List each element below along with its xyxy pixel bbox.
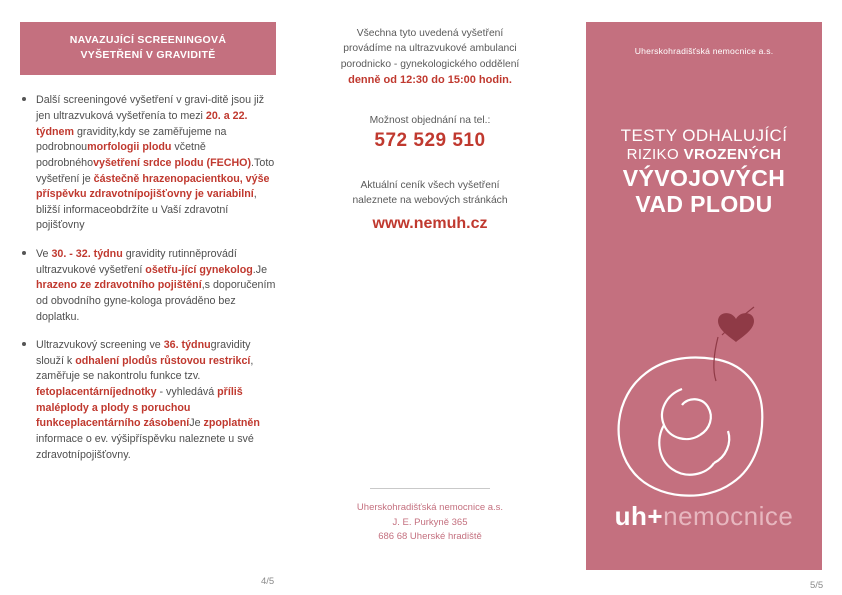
cover-title-line-1: TESTY ODHALUJÍCÍ bbox=[620, 126, 788, 145]
text-run: gravidity rutinně bbox=[122, 248, 202, 261]
bullet-dot-icon bbox=[22, 97, 26, 101]
pricelist-line-2: naleznete na webových stránkách bbox=[352, 195, 508, 207]
list-item bbox=[20, 338, 276, 463]
text-run: pojišťovny. bbox=[79, 448, 131, 461]
text-run: Další screeningové vyšetření v gravi- bbox=[36, 94, 212, 107]
cover-title-line-2 bbox=[586, 147, 822, 164]
heading-line-2: VYŠETŘENÍ V GRAVIDITĚ bbox=[80, 49, 216, 62]
page-number-left: 4/5 bbox=[261, 576, 275, 587]
text-run: ditě jsou již jen ultrazvuková vyšetření bbox=[36, 94, 265, 123]
text-run: vyšetření srdce plodu (FECHO) bbox=[93, 156, 252, 169]
text-run: gravidity slouží k bbox=[36, 339, 251, 367]
text-run: placentárního zásobení bbox=[70, 417, 190, 430]
text-run: . bbox=[252, 263, 256, 276]
text-run: pacientkou, výše příspěvku zdravotní bbox=[36, 172, 270, 201]
text-run: , bližší informace bbox=[36, 188, 257, 216]
intro-line-1: Všechna tyto uvedená vyšetření bbox=[356, 28, 504, 39]
text-run: pojišťovny je variabilní bbox=[136, 188, 254, 201]
cover-title-line-4: VAD PLODU bbox=[635, 190, 773, 217]
heading-line-1: NAVAZUJÍCÍ SCREENINGOVÁ bbox=[69, 34, 227, 46]
text-run: . bbox=[251, 156, 255, 169]
logo-word: nemocnice bbox=[663, 501, 794, 531]
text-run: příliš malé bbox=[36, 386, 243, 414]
left-panel bbox=[20, 22, 276, 587]
pricelist-line-1: Aktuální ceník všech vyšetření bbox=[360, 179, 500, 191]
text-run: zpoplatněn bbox=[203, 417, 260, 430]
bullet-dot-icon bbox=[22, 251, 26, 255]
text-run: gravidity, bbox=[74, 125, 119, 138]
text-run: kontrolu funkce tzv. bbox=[109, 370, 201, 383]
text-run: s doporučením od obvodního gyne- bbox=[36, 279, 276, 307]
list-item-text bbox=[36, 339, 260, 460]
opening-hours: denně od 12:30 do 15:00 hodin. bbox=[348, 74, 512, 87]
text-run: plody a plody s poruchou funkce bbox=[36, 401, 191, 430]
address-line-2: J. E. Purkyně 365 bbox=[392, 516, 468, 528]
left-panel-heading bbox=[20, 22, 276, 75]
text-run: Ultrazvukový screening ve bbox=[36, 339, 164, 352]
cover-panel bbox=[586, 22, 822, 570]
text-run: Ve bbox=[36, 248, 52, 261]
text-run: provádí ultrazvukové vyšetření bbox=[36, 248, 237, 276]
address-line-1: Uherskohradišťská nemocnice a.s. bbox=[356, 502, 504, 513]
text-run: Toto vyšetření je bbox=[36, 156, 275, 185]
brand-logo bbox=[586, 501, 822, 532]
logo-mark: uh+ bbox=[614, 501, 664, 531]
list-item bbox=[20, 247, 276, 325]
intro-paragraph bbox=[300, 26, 560, 89]
text-run: jící gynekolog bbox=[181, 263, 253, 276]
text-run: , bbox=[201, 279, 205, 292]
text-run: a to mezi bbox=[159, 110, 206, 123]
text-run: 20. a 22. týdnem bbox=[36, 110, 248, 138]
text-run: 36. týdnu bbox=[163, 339, 211, 352]
cover-title-line-3: VÝVOJOVÝCH bbox=[622, 164, 786, 191]
bullet-dot-icon bbox=[22, 342, 26, 346]
list-item-text bbox=[36, 248, 275, 323]
text-run: odhalení plodů bbox=[75, 354, 152, 367]
text-run: kologa prováděno bez doplatku. bbox=[36, 294, 236, 323]
left-panel-bullet-list bbox=[20, 93, 276, 463]
text-run: kdy se zaměřujeme na podrobnou bbox=[36, 125, 227, 154]
cover-title bbox=[586, 126, 822, 217]
text-run: příspěvku naleznete u své zdravotní bbox=[36, 432, 254, 461]
text-run: včetně podrobného bbox=[36, 141, 206, 169]
phone-number[interactable]: 572 529 510 bbox=[374, 129, 486, 151]
text-run: - vyhledává bbox=[156, 386, 218, 399]
cover-hospital-name: Uherskohradišťská nemocnice a.s. bbox=[634, 46, 774, 56]
list-item-text bbox=[36, 94, 274, 231]
cover-title-line-2-bold: VROZENÝCH bbox=[683, 146, 782, 164]
address-block bbox=[300, 501, 560, 545]
text-run: fetoplacentární bbox=[36, 386, 113, 399]
page-number-middle: 5/5 bbox=[810, 580, 824, 591]
text-run: s růstovou restrikcí bbox=[151, 354, 251, 367]
text-run: 30. - 32. týdnu bbox=[51, 248, 123, 261]
text-run: morfologii plodu bbox=[87, 141, 172, 154]
text-run: , zaměřuje se na bbox=[36, 354, 254, 383]
cover-title-line-2-normal: RIZIKO bbox=[626, 146, 684, 164]
text-run: částečně hrazeno bbox=[93, 172, 184, 185]
text-run: jednotky bbox=[112, 386, 157, 399]
divider bbox=[370, 488, 490, 489]
address-line-3: 686 68 Uherské hradiště bbox=[378, 531, 482, 543]
fetus-illustration bbox=[586, 277, 822, 512]
text-run: Je bbox=[189, 417, 204, 430]
booking-label: Možnost objednání na tel.: bbox=[369, 114, 491, 126]
intro-line-2: provádíme na ultrazvukové ambulanci bbox=[343, 43, 517, 55]
text-run: informace o ev. výši bbox=[36, 432, 130, 445]
intro-line-3: porodnicko - gynekologického oddělení bbox=[340, 58, 520, 70]
text-run: ošetřu- bbox=[145, 263, 182, 276]
pricelist-note bbox=[300, 178, 560, 209]
list-item bbox=[20, 93, 276, 234]
website-link[interactable]: www.nemuh.cz bbox=[372, 214, 488, 232]
text-run: obdržíte u Vaší zdravotní pojišťovny bbox=[36, 203, 229, 232]
text-run: hrazeno ze zdravotního pojištění bbox=[36, 279, 202, 292]
text-run: Je bbox=[255, 263, 268, 276]
